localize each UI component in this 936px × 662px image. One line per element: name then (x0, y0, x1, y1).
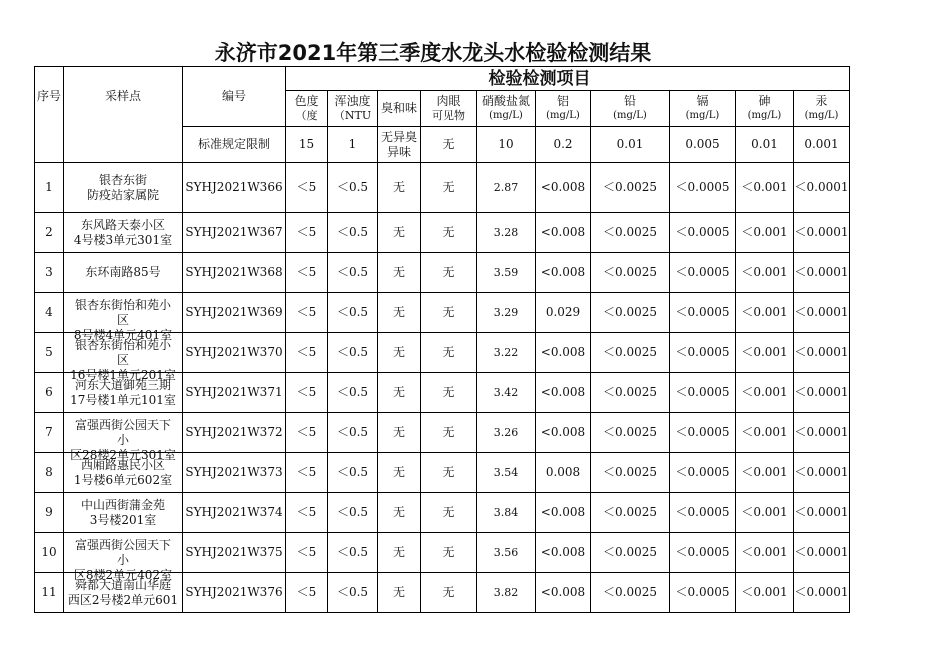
site-line: 8号楼4单元401室 (73, 327, 173, 342)
row-index: 3 (35, 253, 64, 293)
result-value: ＜0.0001 (794, 373, 850, 413)
header-item-name: 肉眼 (436, 94, 461, 108)
sample-code: SYHJ2021W370 (183, 333, 286, 373)
result-value: ＜0.001 (736, 453, 794, 493)
row-index: 4 (35, 293, 64, 333)
row-index: 2 (35, 213, 64, 253)
result-value: ＜0.001 (736, 163, 794, 213)
standard-value: 10 (477, 127, 536, 163)
sample-code: SYHJ2021W375 (183, 533, 286, 573)
header-blank (286, 67, 477, 91)
sample-site (64, 253, 183, 293)
header-code: 编号 (183, 67, 286, 127)
result-value: ＜0.0001 (794, 293, 850, 333)
site-line: 区 (116, 352, 129, 367)
result-value: ＜5 (286, 413, 328, 453)
result-value: ＜0.0025 (591, 373, 670, 413)
result-value: 无 (421, 573, 477, 613)
row-index: 10 (35, 533, 64, 573)
result-value: 无 (421, 533, 477, 573)
site-line: 银杏东街怡和苑小 (74, 337, 171, 352)
result-value: ＜5 (286, 333, 328, 373)
result-value: 3.82 (477, 573, 536, 613)
site-line: 小 (116, 552, 129, 567)
result-value: ＜5 (286, 493, 328, 533)
table-row (35, 533, 850, 573)
result-value: ＜0.0005 (670, 333, 736, 373)
result-value: <0.008 (536, 163, 591, 213)
table-row (35, 253, 850, 293)
standard-value: 0.01 (591, 127, 670, 163)
result-value: ＜0.5 (328, 213, 378, 253)
header-site: 采样点 (64, 67, 183, 127)
result-value: ＜5 (286, 573, 328, 613)
result-value: ＜0.0001 (794, 413, 850, 453)
result-value: ＜0.0025 (591, 493, 670, 533)
result-value: ＜0.0025 (591, 413, 670, 453)
table-row (35, 413, 850, 453)
result-value: 无 (421, 453, 477, 493)
header-item (477, 91, 536, 127)
result-value: 3.42 (477, 373, 536, 413)
result-value: 无 (421, 333, 477, 373)
result-value: ＜0.0025 (591, 533, 670, 573)
header-item (536, 91, 591, 127)
row-index: 7 (35, 413, 64, 453)
table-row (35, 213, 850, 253)
header-item-unit: (mg/L) (804, 110, 839, 121)
result-value: 3.59 (477, 253, 536, 293)
results-table (34, 66, 850, 613)
result-value: ＜5 (286, 453, 328, 493)
standard-value-text: 无异臭异味 (380, 129, 417, 159)
result-value: ＜0.0025 (591, 163, 670, 213)
standard-value: 0.2 (536, 127, 591, 163)
header-item-unit: (mg/L) (489, 110, 523, 121)
result-value: 无 (421, 213, 477, 253)
table-row (35, 453, 850, 493)
result-value: ＜0.0001 (794, 533, 850, 573)
site-line: 防疫站家属院 (86, 187, 159, 202)
result-value: ＜0.0005 (670, 573, 736, 613)
result-value: 3.22 (477, 333, 536, 373)
result-value: 无 (378, 493, 421, 533)
table-row (35, 373, 850, 413)
sample-site (64, 293, 183, 342)
result-value: ＜5 (286, 163, 328, 213)
site-line: 小 (116, 432, 129, 447)
header-item-unit: (mg/L) (546, 110, 580, 121)
result-value: ＜0.0005 (670, 163, 736, 213)
result-value: <0.008 (536, 413, 591, 453)
result-value: ＜0.001 (736, 333, 794, 373)
result-value: ＜0.001 (736, 573, 794, 613)
result-value: ＜0.0025 (591, 573, 670, 613)
result-value: ＜5 (286, 293, 328, 333)
result-value: 无 (421, 163, 477, 213)
result-value: ＜0.5 (328, 493, 378, 533)
table-row (35, 163, 850, 213)
sample-site (64, 533, 183, 582)
header-item-name: 镉 (696, 94, 709, 108)
result-value: 无 (378, 163, 421, 213)
result-value: ＜0.5 (328, 333, 378, 373)
header-item (670, 91, 736, 127)
result-value: 无 (378, 573, 421, 613)
row-index: 5 (35, 333, 64, 373)
result-value: 无 (421, 493, 477, 533)
site-line: 西厢路惠民小区 (80, 457, 165, 472)
result-value: ＜0.5 (328, 373, 378, 413)
row-index: 8 (35, 453, 64, 493)
result-value: ＜0.5 (328, 163, 378, 213)
header-item (328, 91, 378, 127)
result-value: ＜0.0005 (670, 253, 736, 293)
result-value: <0.008 (536, 213, 591, 253)
row-index: 1 (35, 163, 64, 213)
site-line: 区8楼2单元402室 (73, 567, 173, 582)
site-line: 17号楼1单元101室 (70, 392, 176, 407)
result-value: ＜0.0005 (670, 533, 736, 573)
row-index: 9 (35, 493, 64, 533)
header-index: 序号 (35, 67, 64, 127)
result-value: 无 (421, 253, 477, 293)
header-item-unit: 可见物 (432, 109, 465, 122)
sample-code: SYHJ2021W366 (183, 163, 286, 213)
result-value: ＜0.5 (328, 253, 378, 293)
site-line: 1号楼6单元602室 (73, 472, 173, 487)
result-value: ＜0.0005 (670, 213, 736, 253)
result-value: ＜0.001 (736, 413, 794, 453)
standard-value (378, 127, 421, 163)
header-group: 检验检测项目 (477, 67, 850, 91)
site-line: 富强西街公园天下 (74, 537, 171, 552)
sample-site (64, 213, 183, 253)
site-line: 中山西街蒲金苑 (80, 497, 165, 512)
header-item-unit: （度 (295, 109, 318, 122)
header-item-name: 砷 (758, 94, 771, 108)
result-value: 3.28 (477, 213, 536, 253)
sample-site (64, 413, 183, 462)
result-value: 0.029 (536, 293, 591, 333)
header-item-unit: (mg/L) (685, 110, 720, 121)
sample-site (64, 373, 183, 413)
standard-value: 1 (328, 127, 378, 163)
header-row-group (35, 67, 850, 91)
result-value: 2.87 (477, 163, 536, 213)
result-value: 3.54 (477, 453, 536, 493)
sample-code: SYHJ2021W369 (183, 293, 286, 333)
result-value: 无 (378, 253, 421, 293)
result-value: ＜0.001 (736, 533, 794, 573)
header-item-name: 汞 (815, 94, 828, 108)
site-line: 区 (116, 312, 129, 327)
result-value: 无 (378, 533, 421, 573)
standard-value: 15 (286, 127, 328, 163)
result-value: ＜0.5 (328, 533, 378, 573)
result-value: 无 (378, 453, 421, 493)
result-value: 3.84 (477, 493, 536, 533)
result-value: ＜0.001 (736, 293, 794, 333)
result-value: <0.008 (536, 373, 591, 413)
sample-site (64, 163, 183, 213)
result-value: ＜5 (286, 373, 328, 413)
sample-code: SYHJ2021W372 (183, 413, 286, 453)
table-row (35, 573, 850, 613)
header-item (591, 91, 670, 127)
result-value: ＜0.0001 (794, 163, 850, 213)
sample-site (64, 573, 183, 613)
result-value: ＜5 (286, 253, 328, 293)
result-value: 无 (378, 333, 421, 373)
standard-value: 0.001 (794, 127, 850, 163)
result-value: 无 (378, 413, 421, 453)
standard-value: 0.01 (736, 127, 794, 163)
site-line: 16号楼1单元201室 (70, 367, 176, 382)
header-item-name: 铅 (623, 94, 636, 108)
site-line: 区28楼2单元301室 (70, 447, 176, 462)
sample-site (64, 453, 183, 493)
result-value: ＜5 (286, 533, 328, 573)
result-value: 无 (378, 213, 421, 253)
header-item (794, 91, 850, 127)
result-value: 无 (378, 293, 421, 333)
sample-site (64, 333, 183, 382)
sample-code: SYHJ2021W374 (183, 493, 286, 533)
result-value: ＜0.0005 (670, 373, 736, 413)
result-value: <0.008 (536, 253, 591, 293)
result-value: 0.008 (536, 453, 591, 493)
result-value: ＜0.001 (736, 373, 794, 413)
table-row (35, 493, 850, 533)
result-value: 无 (421, 293, 477, 333)
site-line: 富强西街公园天下 (74, 417, 171, 432)
sample-code: SYHJ2021W376 (183, 573, 286, 613)
site-line: 舜都大道南山华庭 (74, 577, 171, 592)
result-value: ＜0.5 (328, 293, 378, 333)
result-value: ＜0.0005 (670, 413, 736, 453)
standards-row (35, 127, 850, 163)
header-item-name: 色度 (294, 94, 319, 108)
result-value: <0.008 (536, 493, 591, 533)
result-value: <0.008 (536, 573, 591, 613)
site-line: 3号楼201室 (89, 512, 157, 527)
site-line: 东风路天泰小区 (80, 217, 165, 232)
table-row (35, 293, 850, 333)
site-line: 银杏东街 (98, 172, 147, 187)
sample-code: SYHJ2021W371 (183, 373, 286, 413)
sample-code: SYHJ2021W373 (183, 453, 286, 493)
table-row (35, 333, 850, 373)
site-line: 西区2号楼2单元601 (67, 592, 179, 607)
row-index: 6 (35, 373, 64, 413)
result-value: ＜0.0025 (591, 213, 670, 253)
site-line: 银杏东街怡和苑小 (74, 297, 171, 312)
sample-site (64, 493, 183, 533)
result-value: ＜0.001 (736, 213, 794, 253)
header-item (421, 91, 477, 127)
result-value: <0.008 (536, 333, 591, 373)
result-value: ＜0.5 (328, 453, 378, 493)
result-value: ＜0.5 (328, 573, 378, 613)
header-item-name: 浑浊度 (334, 94, 371, 108)
result-value: ＜0.0005 (670, 453, 736, 493)
standard-value: 0.005 (670, 127, 736, 163)
result-value: ＜0.5 (328, 413, 378, 453)
result-value: ＜0.0001 (794, 573, 850, 613)
result-value: ＜5 (286, 213, 328, 253)
header-item-name: 硝酸盐氮 (481, 94, 530, 108)
standard-value: 无 (421, 127, 477, 163)
result-value: 无 (378, 373, 421, 413)
result-value: ＜0.0005 (670, 293, 736, 333)
result-value: ＜0.0025 (591, 333, 670, 373)
result-value: ＜0.0001 (794, 453, 850, 493)
header-item-unit: (mg/L) (747, 110, 782, 121)
row-index: 11 (35, 573, 64, 613)
site-line: 河东大道御苑三期 (74, 377, 171, 392)
header-item (286, 91, 328, 127)
header-item-name: 臭和味 (380, 101, 417, 115)
result-value: ＜0.0001 (794, 333, 850, 373)
sample-code: SYHJ2021W368 (183, 253, 286, 293)
header-item-unit: (mg/L) (613, 110, 647, 121)
result-value: 无 (421, 373, 477, 413)
header-item (378, 91, 421, 127)
result-value: ＜0.001 (736, 493, 794, 533)
result-value: <0.008 (536, 533, 591, 573)
result-value: ＜0.0001 (794, 253, 850, 293)
result-value: ＜0.0025 (591, 253, 670, 293)
result-value: 3.56 (477, 533, 536, 573)
header-item-unit: （NTU (333, 109, 372, 122)
standard-label: 标准规定限制 (183, 127, 286, 163)
result-value: 无 (421, 413, 477, 453)
result-value: ＜0.0025 (591, 453, 670, 493)
result-value: ＜0.0001 (794, 493, 850, 533)
sample-code: SYHJ2021W367 (183, 213, 286, 253)
header-item (736, 91, 794, 127)
result-value: ＜0.0001 (794, 213, 850, 253)
site-line: 东环南路85号 (85, 265, 161, 279)
result-value: ＜0.0005 (670, 493, 736, 533)
result-value: 3.29 (477, 293, 536, 333)
result-value: ＜0.0025 (591, 293, 670, 333)
result-value: 3.26 (477, 413, 536, 453)
site-line: 4号楼3单元301室 (73, 232, 173, 247)
result-value: ＜0.001 (736, 253, 794, 293)
header-item-name: 铝 (556, 94, 569, 108)
page-title: 永济市2021年第三季度水龙头水检验检测结果 (214, 41, 652, 65)
